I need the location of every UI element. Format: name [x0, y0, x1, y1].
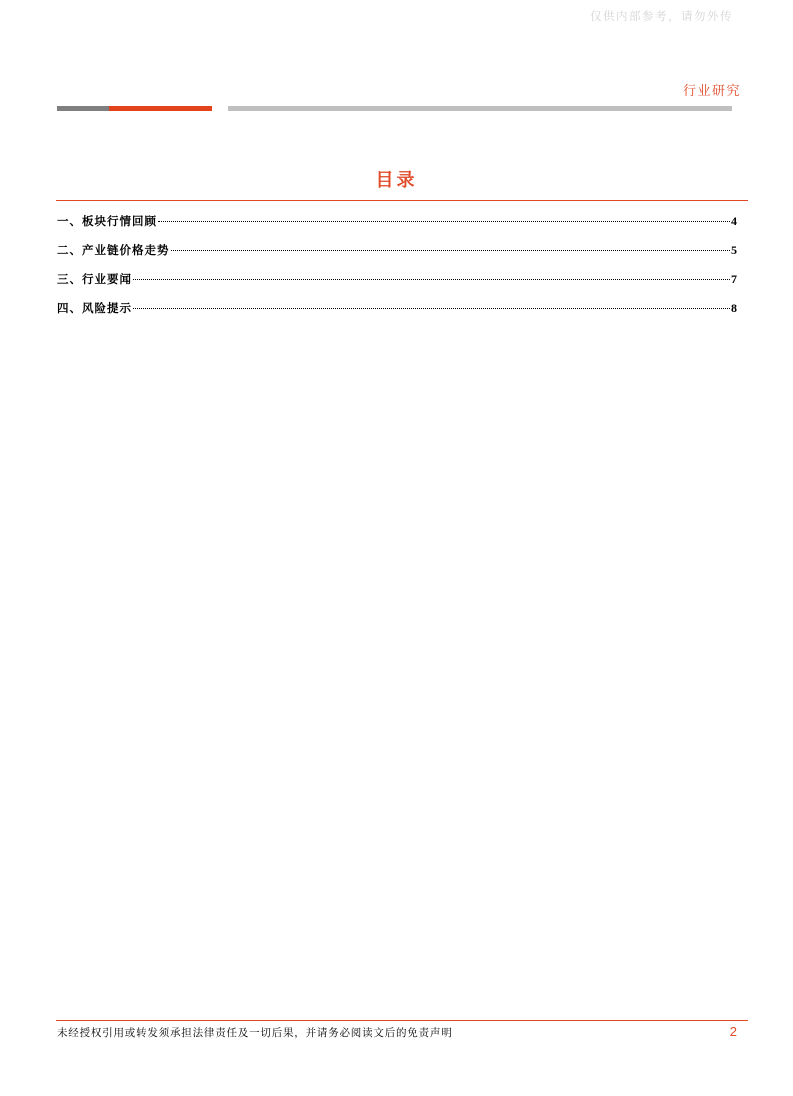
toc-entry-page: 4 — [731, 214, 737, 228]
watermark-text: 仅供内部参考，请勿外传 — [590, 9, 733, 23]
toc-list — [57, 213, 737, 329]
toc-leader-dots — [171, 250, 731, 251]
toc-title: 目录 — [375, 170, 418, 191]
toc-entry-label: 一、板块行情回顾 — [57, 214, 157, 228]
footer-disclaimer: 未经授权引用或转发须承担法律责任及一切后果，并请务必阅读文后的免责声明 — [57, 1027, 453, 1039]
toc-entry-page: 7 — [731, 272, 737, 286]
toc-entry-label: 三、行业要闻 — [57, 272, 132, 286]
page-number: 2 — [729, 1024, 737, 1039]
toc-entry-label: 四、风险提示 — [57, 301, 132, 315]
footer-divider — [56, 1020, 748, 1021]
toc-entry-label: 二、产业链价格走势 — [57, 243, 170, 257]
toc-entry-page: 8 — [731, 301, 737, 315]
header-bar-red — [109, 106, 212, 111]
toc-leader-dots — [133, 279, 730, 280]
toc-entry-page: 5 — [731, 243, 737, 257]
header-bar-gray-right — [228, 106, 732, 111]
toc-leader-dots — [158, 221, 730, 222]
toc-entry-industry-news[interactable] — [57, 271, 737, 300]
toc-divider — [56, 200, 748, 201]
toc-entry-risk-warning[interactable] — [57, 300, 737, 329]
report-category: 行业研究 — [682, 84, 741, 99]
header-bar-gray-left — [57, 106, 109, 111]
toc-leader-dots — [133, 308, 730, 309]
toc-entry-price-trend[interactable] — [57, 242, 737, 271]
toc-entry-market-review[interactable] — [57, 213, 737, 242]
